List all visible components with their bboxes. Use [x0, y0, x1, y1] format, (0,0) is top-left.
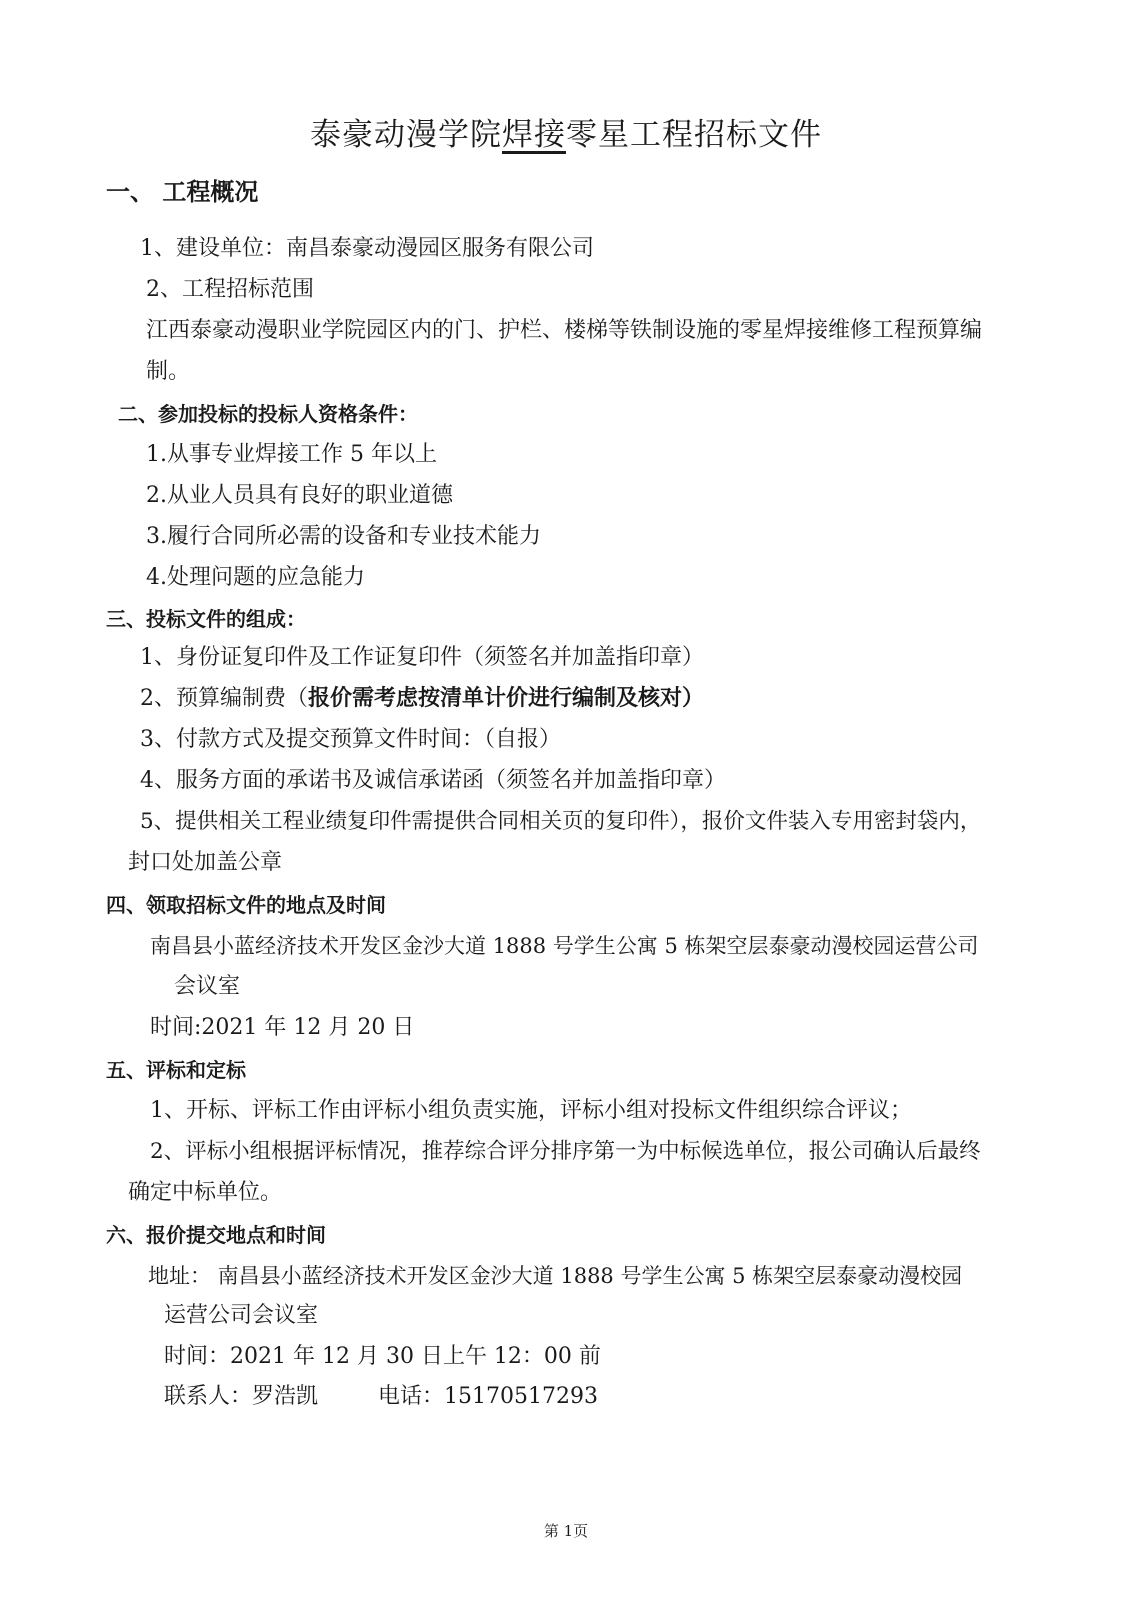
sec3-item-2 [140, 684, 704, 714]
sec3-item-4: 4、服务方面的承诺书及诚信承诺函（须签名并加盖指印章） [140, 768, 726, 793]
sec6-time: 时间：2021 年 12 月 30 日上午 12：00 前 [164, 1344, 601, 1369]
sec4-address-line-1: 南昌县小蓝经济技术开发区金沙大道 1888 号学生公寓 5 栋架空层泰豪动漫校园运营公司 [150, 934, 979, 958]
sec5-item-2-line-1: 2、评标小组根据评标情况，推荐综合评分排序第一为中标候选单位，报公司确认后最终 [150, 1139, 981, 1164]
section-2-heading: 二、参加投标的投标人资格条件： [118, 402, 418, 426]
sec1-item-1: 1、建设单位：南昌泰豪动漫园区服务有限公司 [140, 236, 594, 261]
sec6-address-line-2: 运营公司会议室 [164, 1303, 319, 1328]
sec1-scope-line-1: 江西泰豪动漫职业学院园区内的门、护栏、楼梯等铁制设施的零星焊接维修工程预算编 [146, 318, 983, 343]
section-5-heading: 五、评标和定标 [106, 1058, 246, 1082]
sec3-item-1: 1、身份证复印件及工作证复印件（须签名并加盖指印章） [140, 645, 704, 670]
sec4-time: 时间:2021 年 12 月 20 日 [150, 1015, 415, 1040]
document-title [0, 112, 1132, 158]
sec1-scope-line-2: 制。 [146, 359, 191, 384]
sec2-item-1: 1.从事专业焊接工作 5 年以上 [146, 442, 437, 467]
sec6-contact: 联系人：罗浩凯 [164, 1384, 319, 1409]
sec3-item-5-line-2: 封口处加盖公章 [128, 850, 283, 875]
section-1-heading: 一、 工程概况 [106, 178, 259, 206]
section-3-heading: 三、投标文件的组成： [106, 607, 306, 631]
section-4-heading: 四、领取招标文件的地点及时间 [106, 893, 386, 917]
sec6-contact-line [164, 1382, 598, 1412]
sec5-item-2-line-2: 确定中标单位。 [128, 1180, 283, 1205]
sec3-item-2-text: 2、预算编制费（ [140, 686, 308, 711]
section-6-heading: 六、报价提交地点和时间 [106, 1223, 326, 1247]
sec5-item-1: 1、开标、评标工作由评标小组负责实施，评标小组对投标文件组织综合评议； [150, 1098, 912, 1123]
sec3-item-3: 3、付款方式及提交预算文件时间：（自报） [140, 727, 561, 752]
sec1-item-2: 2、工程招标范围 [146, 277, 314, 302]
sec6-address-line-1: 地址： 南昌县小蓝经济技术开发区金沙大道 1888 号学生公寓 5 栋架空层泰豪动漫校园 [148, 1264, 963, 1288]
sec6-phone: 电话：15170517293 [378, 1384, 598, 1409]
page-number: 第 1页 [543, 1522, 589, 1540]
sec3-item-5-line-1: 5、提供相关工程业绩复印件需提供合同相关页的复印件），报价文件装入专用密封袋内， [140, 809, 982, 834]
title-prefix: 泰豪动漫学院 [310, 117, 502, 153]
sec4-address-line-2: 会议室 [174, 974, 241, 999]
title-underlined: 焊接 [502, 117, 566, 153]
sec2-item-4: 4.处理问题的应急能力 [146, 565, 365, 590]
sec2-item-3: 3.履行合同所必需的设备和专业技术能力 [146, 524, 541, 549]
title-suffix: 零星工程招标文件 [566, 117, 822, 153]
sec2-item-2: 2.从业人员具有良好的职业道德 [146, 483, 453, 508]
sec3-item-2-bold: 报价需考虑按清单计价进行编制及核对） [308, 686, 705, 711]
